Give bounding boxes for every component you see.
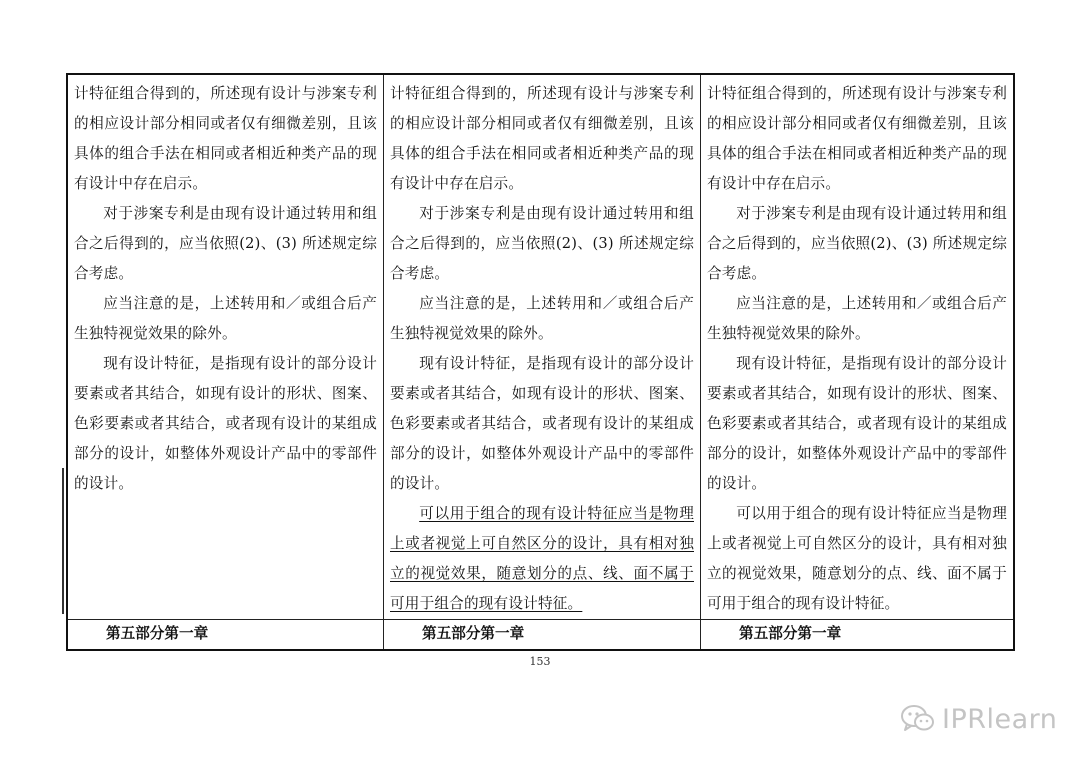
paragraph: [707, 199, 1007, 289]
paragraph: [390, 79, 694, 199]
footer-left: 第五部分第一章: [68, 619, 383, 649]
paragraph-text: 计特征组合得到的，所述现有设计与涉案专利的相应设计部分相同或者仅有细微差别，且该具体的组合手法在相同或者相近种类产品的现有设计中存在启示。: [390, 85, 694, 192]
paragraph-text: 现有设计特征，是指现有设计的部分设计要素或者其结合，如现有设计的形状、图案、色彩要素或者其结合，或者现有设计的某组成部分的设计，如整体外观设计产品中的零部件的设计。: [707, 355, 1007, 492]
paragraph: [74, 349, 377, 499]
paragraph-text: 对于涉案专利是由现有设计通过转用和组合之后得到的，应当依照(2)、(3) 所述规定综合考虑。: [707, 205, 1007, 282]
comparison-table: [66, 73, 1015, 651]
paragraph-text: 应当注意的是，上述转用和／或组合后产生独特视觉效果的除外。: [74, 295, 377, 342]
column-middle: [383, 75, 700, 619]
paragraph: [74, 199, 377, 289]
paragraph-text: 对于涉案专利是由现有设计通过转用和组合之后得到的，应当依照(2)、(3) 所述规定综合考虑。: [390, 205, 694, 282]
paragraph-text: 计特征组合得到的，所述现有设计与涉案专利的相应设计部分相同或者仅有细微差别，且该具体的组合手法在相同或者相近种类产品的现有设计中存在启示。: [74, 85, 377, 192]
paragraph: [74, 79, 377, 199]
column-right: [700, 75, 1013, 619]
paragraph: [707, 349, 1007, 499]
watermark-text: IPRlearn: [942, 703, 1058, 735]
paragraph: [390, 199, 694, 289]
paragraph-text: 应当注意的是，上述转用和／或组合后产生独特视觉效果的除外。: [390, 295, 694, 342]
paragraph: [707, 289, 1007, 349]
watermark: [900, 702, 1057, 736]
paragraph-text: 可以用于组合的现有设计特征应当是物理上或者视觉上可自然区分的设计，具有相对独立的视觉效果，随意划分的点、线、面不属于可用于组合的现有设计特征。: [707, 505, 1007, 612]
paragraph: [390, 499, 694, 619]
paragraph-text: 现有设计特征，是指现有设计的部分设计要素或者其结合，如现有设计的形状、图案、色彩要素或者其结合，或者现有设计的某组成部分的设计，如整体外观设计产品中的零部件的设计。: [390, 355, 694, 492]
paragraph-text: 计特征组合得到的，所述现有设计与涉案专利的相应设计部分相同或者仅有细微差别，且该具体的组合手法在相同或者相近种类产品的现有设计中存在启示。: [707, 85, 1007, 192]
paragraph: [74, 289, 377, 349]
paragraph-text: 对于涉案专利是由现有设计通过转用和组合之后得到的，应当依照(2)、(3) 所述规定综合考虑。: [74, 205, 377, 282]
paragraph-text: 应当注意的是，上述转用和／或组合后产生独特视觉效果的除外。: [707, 295, 1007, 342]
margin-change-bar: [62, 468, 64, 614]
paragraph: [390, 289, 694, 349]
page-number: 153: [529, 655, 551, 668]
paragraph: [390, 349, 694, 499]
paragraph: [707, 79, 1007, 199]
paragraph-text: 现有设计特征，是指现有设计的部分设计要素或者其结合，如现有设计的形状、图案、色彩要素或者其结合，或者现有设计的某组成部分的设计，如整体外观设计产品中的零部件的设计。: [74, 355, 377, 492]
footer-middle: 第五部分第一章: [383, 619, 700, 649]
paragraph-text: 可以用于组合的现有设计特征应当是物理上或者视觉上可自然区分的设计，具有相对独立的视觉效果，随意划分的点、线、面不属于可用于组合的现有设计特征。: [390, 505, 694, 612]
wechat-icon: [900, 703, 936, 735]
column-left: [68, 75, 383, 619]
footer-right: 第五部分第一章: [700, 619, 1013, 649]
paragraph: [707, 499, 1007, 619]
